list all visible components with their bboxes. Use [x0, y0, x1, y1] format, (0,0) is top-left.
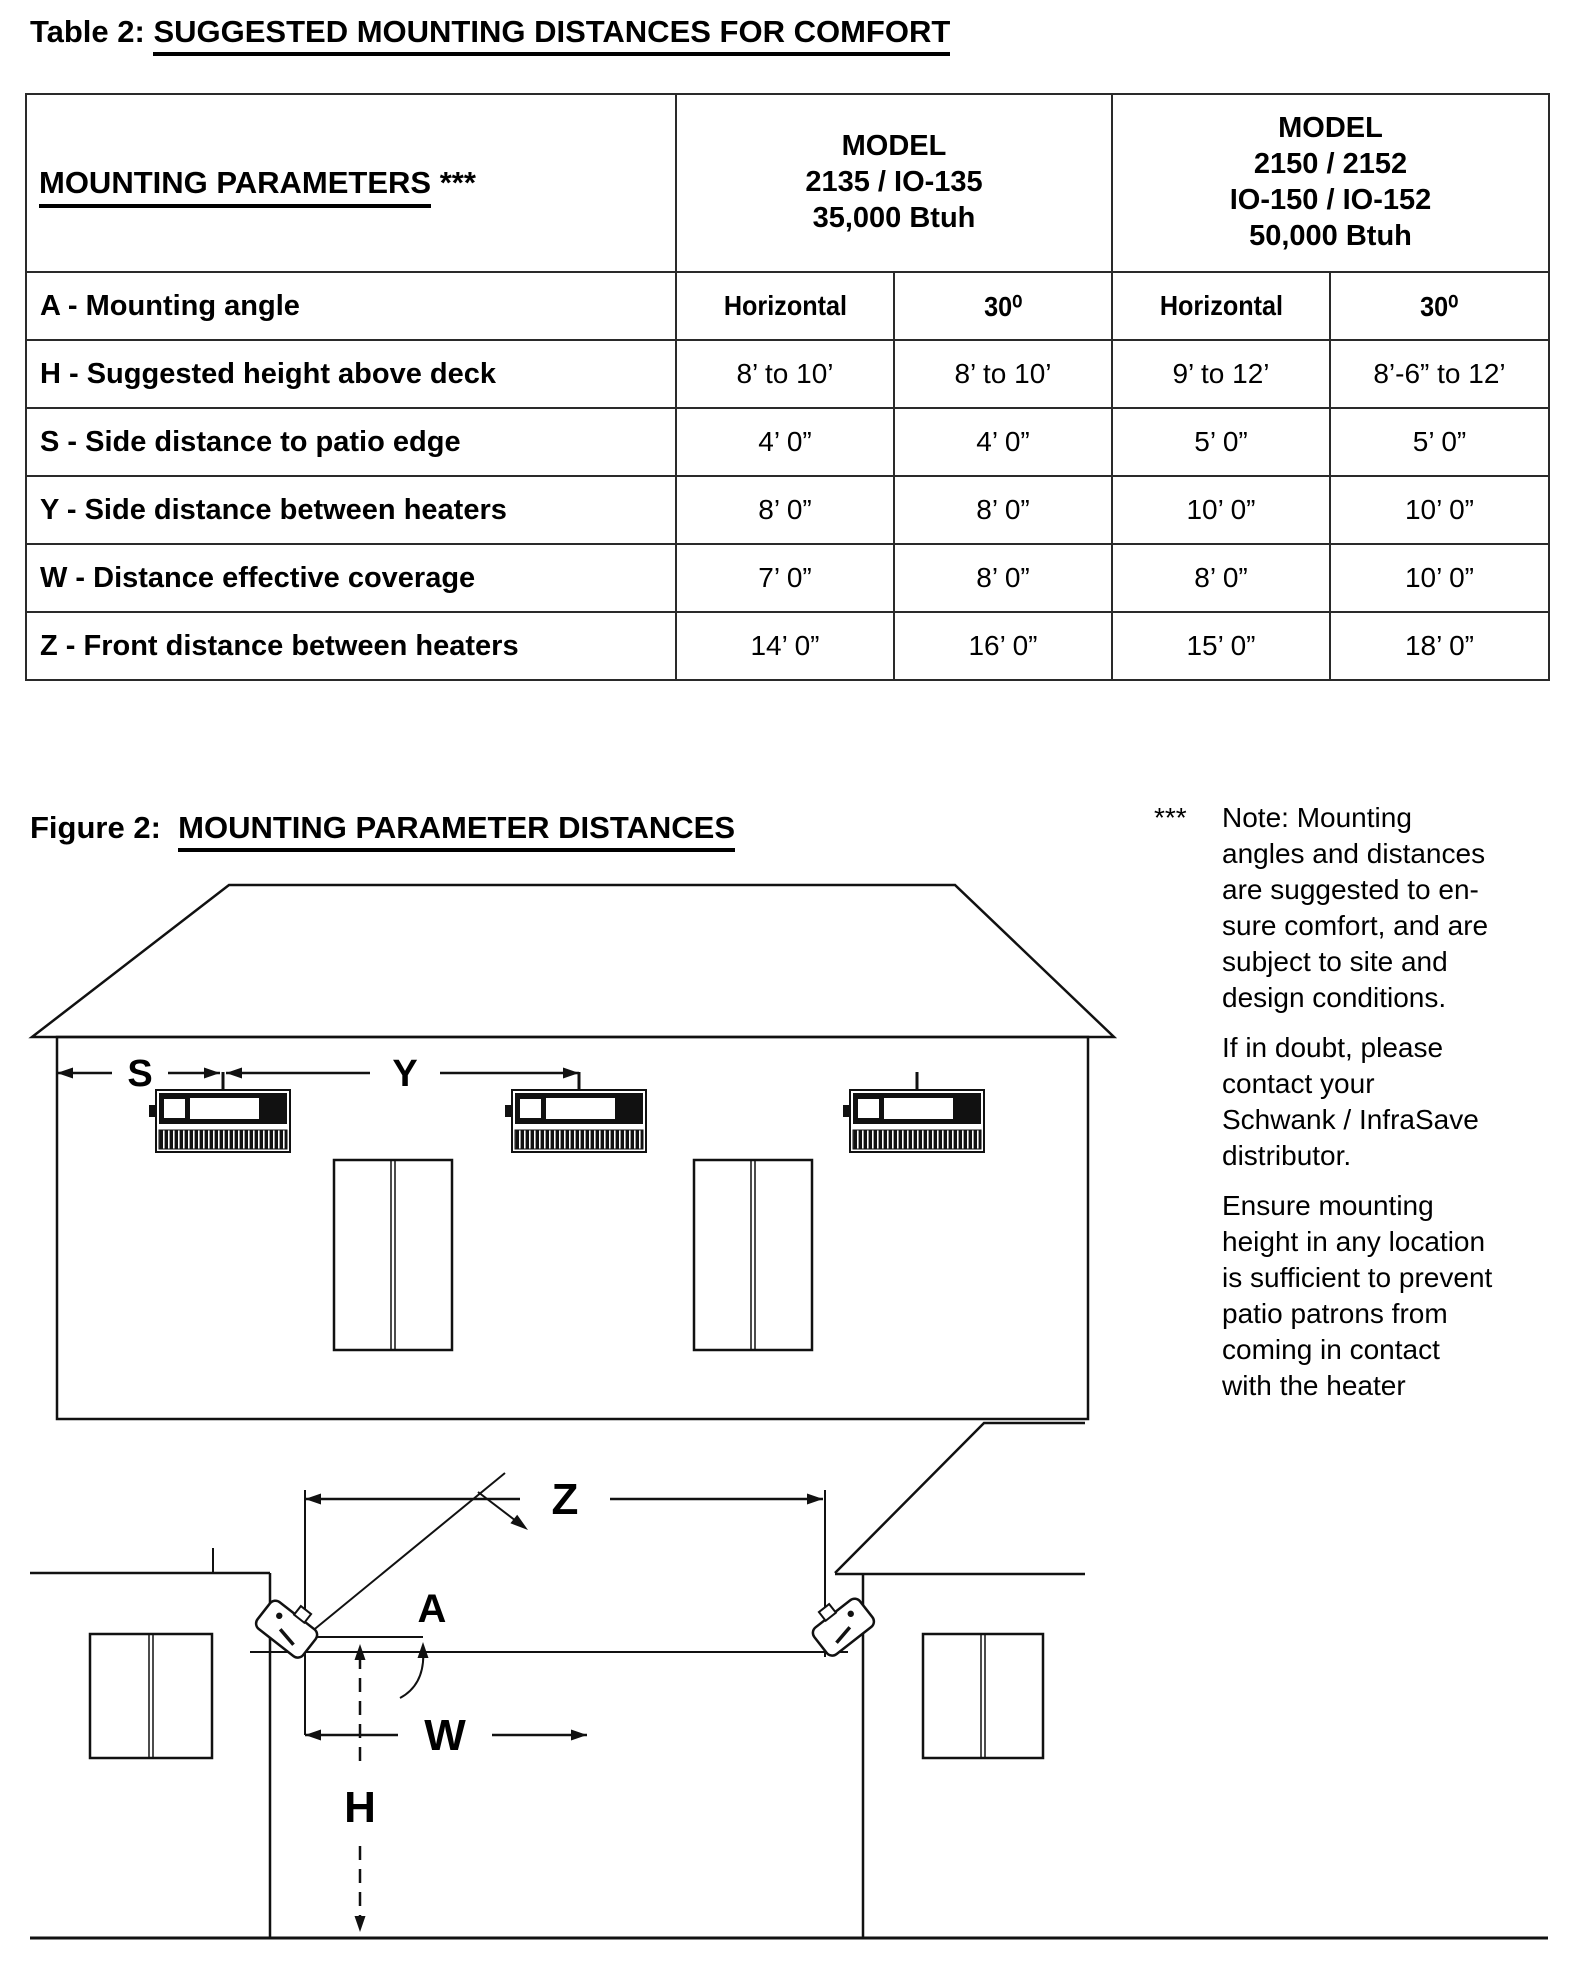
left-angled-heater: [253, 1590, 326, 1660]
roof: [32, 885, 1114, 1037]
table-row: [26, 612, 1549, 680]
note-line: is sufficient to prevent: [1222, 1262, 1493, 1293]
note-line: height in any location: [1222, 1226, 1486, 1257]
cell-value: 7’ 0”: [676, 544, 894, 612]
note-line: contact your: [1222, 1068, 1375, 1099]
model-150-line: MODEL: [1278, 112, 1383, 145]
cell-value: 4’ 0”: [894, 408, 1112, 476]
cell-value: 9’ to 12’: [1112, 340, 1330, 408]
cell-value: 8’ 0”: [894, 476, 1112, 544]
label-h: H: [344, 1783, 376, 1832]
table-header-row: [26, 94, 1549, 272]
label-y: Y: [392, 1053, 418, 1095]
label-z: Z: [551, 1475, 579, 1524]
table-row: [26, 476, 1549, 544]
dimension-y: [226, 1053, 579, 1095]
note-line: coming in contact: [1222, 1334, 1440, 1365]
cross-section-diagram: [30, 1423, 1548, 1938]
note-line: sure comfort, and are: [1222, 910, 1489, 941]
model-150-line: IO-150 / IO-152: [1229, 184, 1432, 216]
table-title-prefix: Table 2:: [30, 14, 145, 49]
row-label: W - Distance effective coverage: [26, 544, 676, 612]
figure-title-prefix: Figure 2:: [30, 810, 161, 845]
table-title: [30, 14, 950, 50]
front-elevation-diagram: [32, 885, 1114, 1419]
model-150-line: 2150 / 2152: [1253, 148, 1408, 181]
note-line: If in doubt, please: [1222, 1032, 1444, 1063]
note-line: Schwank / InfraSave: [1222, 1104, 1479, 1135]
cell-value: 8’ 0”: [676, 476, 894, 544]
note-line: with the heater: [1222, 1370, 1406, 1401]
dimension-h: [344, 1644, 376, 1932]
param-header-cell: [26, 94, 676, 272]
row-label: S - Side distance to patio edge: [26, 408, 676, 476]
param-header-asterisks: ***: [439, 165, 476, 200]
heater-2: [505, 1072, 646, 1152]
cell-value: 16’ 0”: [894, 612, 1112, 680]
row-label: Y - Side distance between heaters: [26, 476, 676, 544]
note-line: distributor.: [1222, 1140, 1352, 1171]
model-135-line: 2135 / IO-135: [805, 166, 983, 199]
cell-value: 4’ 0”: [676, 408, 894, 476]
window-1: [334, 1160, 452, 1350]
table-title-text: SUGGESTED MOUNTING DISTANCES FOR COMFORT: [153, 14, 950, 56]
cell-value: 8’ 0”: [1112, 544, 1330, 612]
label-a: A: [417, 1587, 447, 1631]
heater-3: [843, 1072, 984, 1152]
cell-value: 30⁰: [1330, 272, 1549, 340]
right-window: [923, 1634, 1043, 1758]
cell-value: 8’ 0”: [894, 544, 1112, 612]
param-header-label: MOUNTING PARAMETERS: [39, 165, 431, 208]
heater-1: [149, 1072, 290, 1152]
table-row: [26, 408, 1549, 476]
cell-value: Horizontal: [1112, 272, 1330, 340]
table-row: [26, 272, 1549, 340]
dimension-z: [305, 1475, 825, 1735]
cell-value: 5’ 0”: [1330, 408, 1549, 476]
cell-value: 14’ 0”: [676, 612, 894, 680]
note-line: patio patrons from: [1222, 1298, 1448, 1329]
left-window: [90, 1634, 212, 1758]
note-line: angles and distances: [1222, 838, 1486, 869]
angle-a: [305, 1473, 528, 1698]
figure-title: [30, 810, 735, 846]
note-line: Ensure mounting: [1222, 1190, 1434, 1221]
window-2: [694, 1160, 812, 1350]
table-row: [26, 340, 1549, 408]
note-line: subject to site and: [1222, 946, 1448, 977]
note-line: are suggested to en-: [1222, 874, 1479, 905]
dimension-s: [57, 1053, 220, 1095]
cell-value: 10’ 0”: [1330, 476, 1549, 544]
dimension-w: [305, 1711, 587, 1760]
right-building: [835, 1423, 1085, 1938]
table-row: [26, 544, 1549, 612]
model-150-header-cell: [1112, 94, 1549, 272]
right-angled-heater: [804, 1588, 877, 1658]
cell-value: 8’ to 10’: [894, 340, 1112, 408]
figure-title-text: MOUNTING PARAMETER DISTANCES: [178, 810, 735, 852]
model-150-line: 50,000 Btuh: [1249, 219, 1412, 252]
label-s: S: [127, 1053, 153, 1095]
row-label: H - Suggested height above deck: [26, 340, 676, 408]
model-135-line: MODEL: [841, 130, 947, 163]
cell-value: 15’ 0”: [1112, 612, 1330, 680]
row-label: Z - Front distance between heaters: [26, 612, 676, 680]
model-135-line: 35,000 Btuh: [812, 201, 976, 234]
asterisks-marker: ***: [1154, 802, 1187, 833]
cell-value: 10’ 0”: [1112, 476, 1330, 544]
label-w: W: [424, 1711, 466, 1760]
left-building: [30, 1548, 270, 1938]
cell-value: 8’ to 10’: [676, 340, 894, 408]
cell-value: 5’ 0”: [1112, 408, 1330, 476]
cell-value: Horizontal: [676, 272, 894, 340]
mounting-distances-table: [25, 93, 1550, 681]
cell-value: 8’-6” to 12’: [1330, 340, 1549, 408]
cell-value: 30⁰: [894, 272, 1112, 340]
model-135-header-cell: [676, 94, 1112, 272]
note-line: design conditions.: [1222, 982, 1447, 1013]
note-line: Note: Mounting: [1222, 802, 1412, 833]
mounting-diagram: [0, 860, 1578, 1964]
row-label: A - Mounting angle: [26, 272, 676, 340]
cell-value: 18’ 0”: [1330, 612, 1549, 680]
cell-value: 10’ 0”: [1330, 544, 1549, 612]
